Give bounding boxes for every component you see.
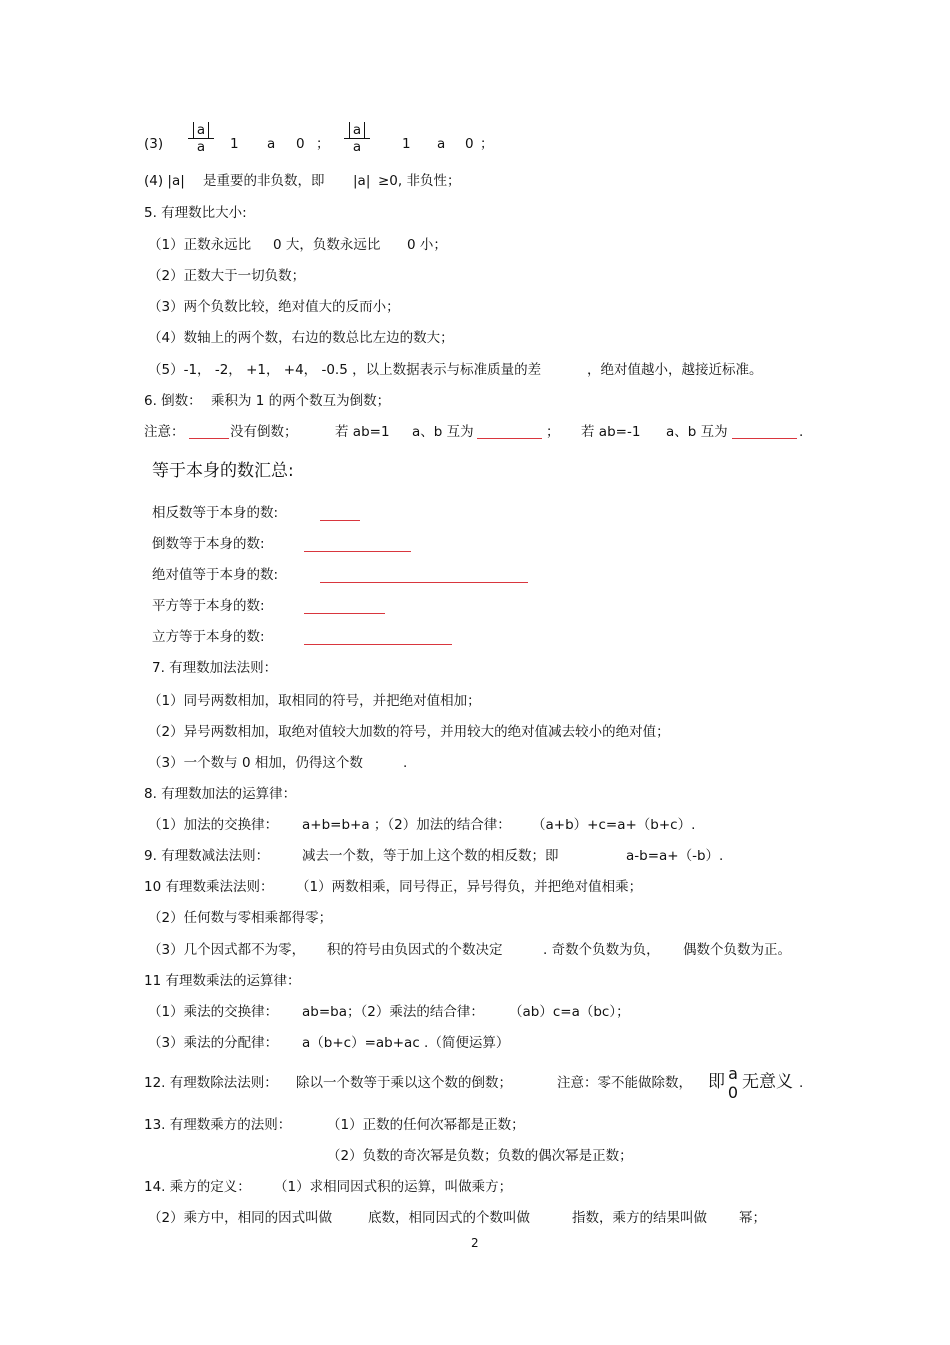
section-9-b: 减去一个数，等于加上这个数的相反数；即	[302, 848, 559, 864]
summary-title: 等于本身的数汇总:	[152, 461, 294, 481]
section-5-item-2: （2）正数大于一切负数；	[148, 268, 306, 284]
section-5-item-1b: 0 大，负数永远比	[273, 237, 381, 253]
section-7-item-1: （1）同号两数相加，取相同的符号，并把绝对值相加；	[148, 693, 481, 709]
blank-square-self[interactable]	[304, 599, 385, 614]
section-5-item-5b: ，绝对值越小，越接近标准。	[587, 362, 763, 378]
section-13-b: （1）正数的任何次幂都是正数；	[327, 1117, 525, 1133]
section-7-item-3b: 0 相加，仍得这个数	[242, 755, 363, 771]
section-12-d: 即	[708, 1072, 725, 1092]
summary-row-absolute: 绝对值等于本身的数:	[152, 567, 279, 583]
section-5-item-5a: （5）-1， -2， +1， +4， -0.5 ，以上数据表示与标准质量的差	[148, 362, 542, 378]
section-11-item-2a: （3）乘法的分配律：	[148, 1035, 279, 1051]
section-6-note-4: a、b 互为	[412, 424, 474, 440]
section-6-note-8: .	[799, 424, 804, 440]
item-3-zero-1: 0	[296, 136, 305, 152]
blank-no-reciprocal[interactable]	[189, 424, 229, 439]
item-3-prefix: (3)	[144, 136, 164, 152]
section-10-item-3c: . 奇数个负数为负，	[543, 942, 660, 958]
blank-absolute-self[interactable]	[320, 568, 528, 583]
section-10-item-3d: 偶数个负数为正。	[683, 942, 791, 958]
summary-row-cube: 立方等于本身的数:	[152, 629, 265, 645]
section-6-note-7: a、b 互为	[666, 424, 728, 440]
section-14-f: 幂；	[739, 1210, 766, 1226]
section-14-c: （2）乘方中，相同的因式叫做	[148, 1210, 333, 1226]
section-10-a: 10 有理数乘法法则：	[144, 879, 274, 895]
section-14-e: 指数，乘方的结果叫做	[572, 1210, 707, 1226]
fraction-abs-a-over-a-2	[344, 122, 370, 155]
abs-a-1: a	[193, 122, 209, 138]
section-8-a: （1）加法的交换律：	[148, 817, 279, 833]
item-3-a-1: a	[267, 136, 276, 152]
item-3-one-1: 1	[230, 136, 239, 152]
section-11-title: 11 有理数乘法的运算律：	[144, 973, 301, 989]
section-7-item-3a: （3）一个数与	[148, 755, 238, 771]
blank-cube-self[interactable]	[304, 630, 452, 645]
fraction-a-over-0	[724, 1064, 742, 1102]
section-6-note-5: ；	[546, 424, 560, 440]
blank-ab-equals-1[interactable]	[477, 424, 542, 439]
summary-row-opposite: 相反数等于本身的数:	[152, 505, 279, 521]
section-10-item-3b: 积的符号由负因式的个数决定	[327, 942, 503, 958]
section-9-c: a-b=a+（-b）.	[626, 848, 724, 864]
section-5-title: 5. 有理数比大小:	[144, 205, 247, 221]
section-10-b: （1）两数相乘，同号得正，异号得负，并把绝对值相乘；	[296, 879, 643, 895]
section-5-item-4: （4）数轴上的两个数，右边的数总比左边的数大；	[148, 330, 454, 346]
numerator-a: a	[728, 1064, 738, 1083]
item-4-b: 是重要的非负数，即	[203, 173, 325, 189]
page-number: 2	[471, 1236, 479, 1250]
abs-a-2: a	[349, 122, 365, 138]
denominator-0: 0	[727, 1083, 739, 1102]
blank-opposite-self[interactable]	[320, 506, 360, 521]
summary-row-square: 平方等于本身的数:	[152, 598, 265, 614]
section-11-item-1c: （ab）c=a（bc）；	[509, 1004, 630, 1020]
section-6-definition: 乘积为 1 的两个数互为倒数；	[211, 393, 391, 409]
section-12-b: 除以一个数等于乘以这个数的倒数；	[296, 1075, 512, 1091]
section-11-item-1a: （1）乘法的交换律：	[148, 1004, 279, 1020]
section-5-item-1c: 0 小；	[407, 237, 447, 253]
section-13-c: （2）负数的奇次幂是负数；负数的偶次幂是正数；	[327, 1148, 633, 1164]
fraction-abs-a-over-a-1	[188, 122, 214, 155]
item-3-zero-2: 0	[465, 136, 474, 152]
item-3-one-2: 1	[402, 136, 411, 152]
section-8-c: （a+b）+c=a+（b+c）.	[532, 817, 696, 833]
section-7-item-2: （2）异号两数相加，取绝对值较大加数的符号，并用较大的绝对值减去较小的绝对值；	[148, 724, 670, 740]
section-14-d: 底数，相同因式的个数叫做	[368, 1210, 530, 1226]
section-7-title: 7. 有理数加法法则：	[152, 660, 278, 676]
section-5-item-1a: （1）正数永远比	[148, 237, 252, 253]
section-12-e: 无意义	[742, 1072, 793, 1092]
section-5-item-3: （3）两个负数比较，绝对值大的反而小；	[148, 299, 400, 315]
section-14-a: 14. 乘方的定义：	[144, 1179, 251, 1195]
denominator-a-1: a	[196, 139, 206, 155]
item-4-c: |a|	[353, 173, 371, 189]
section-6-note-label: 注意：	[144, 424, 185, 440]
section-14-b: （1）求相同因式积的运算，叫做乘方；	[274, 1179, 513, 1195]
summary-row-reciprocal: 倒数等于本身的数:	[152, 536, 265, 552]
item-4-a: (4) |a|	[144, 173, 185, 189]
denominator-a-2: a	[352, 139, 362, 155]
item-3-a-2: a	[437, 136, 446, 152]
blank-ab-equals-neg1[interactable]	[732, 424, 797, 439]
section-11-item-1b: ab=ba；（2）乘法的结合律：	[302, 1004, 484, 1020]
section-6-note-3: 若 ab=1	[335, 424, 390, 440]
section-12-f: .	[799, 1075, 804, 1091]
section-11-item-2b: a（b+c）=ab+ac .（简便运算）	[302, 1035, 510, 1051]
section-12-c: 注意：零不能做除数，	[557, 1075, 692, 1091]
item-3-end: ；	[480, 136, 494, 152]
item-4-d: ≥0, 非负性；	[378, 173, 461, 189]
section-6-note-6: 若 ab=-1	[581, 424, 641, 440]
item-3-sep: ；	[316, 136, 330, 152]
section-7-item-3c: .	[403, 755, 408, 771]
section-8-b: a+b=b+a ；（2）加法的结合律：	[302, 817, 511, 833]
section-6-title: 6. 倒数：	[144, 393, 202, 409]
section-9-a: 9. 有理数减法法则：	[144, 848, 270, 864]
section-10-item-2: （2）任何数与零相乘都得零；	[148, 910, 333, 926]
section-8-title: 8. 有理数加法的运算律：	[144, 786, 297, 802]
section-12-a: 12. 有理数除法法则：	[144, 1075, 278, 1091]
blank-reciprocal-self[interactable]	[304, 537, 411, 552]
section-10-item-3a: （3）几个因式都不为零，	[148, 942, 306, 958]
section-13-a: 13. 有理数乘方的法则：	[144, 1117, 292, 1133]
section-6-note-2: 没有倒数；	[230, 424, 298, 440]
